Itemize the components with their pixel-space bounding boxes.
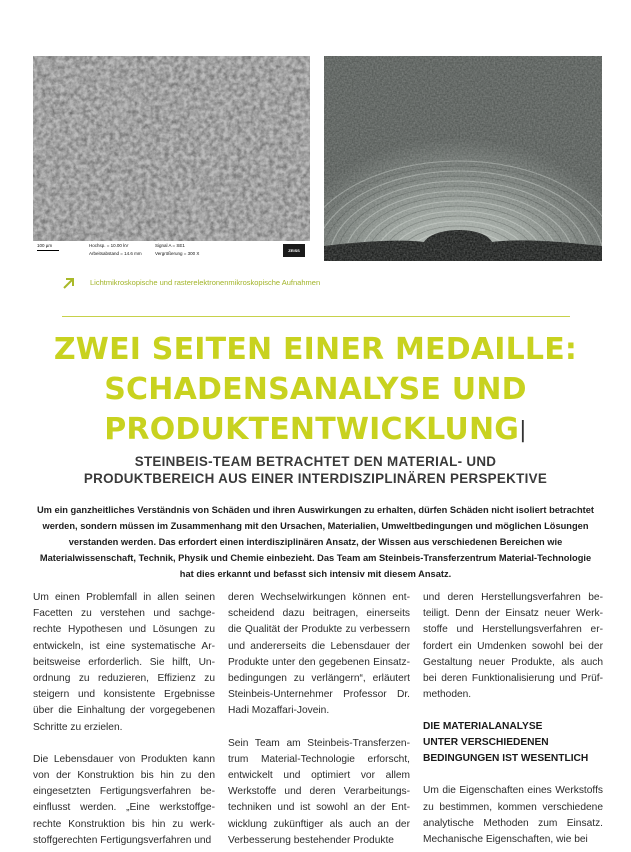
- col1-paragraph-1: Um einen Problemfall in allen seinen Facetten zu verstehen und sachgerechte Hypothesen und Lösungen zu entwickeln, ist eine systematische Arbeitsweise erforderlich. Sie hilft, Unordnung zu reduzieren, Effizienz zu steigern und konsistente Ergebnisse über die Einhaltung der vorgegebenen Schritte zu erzielen.: [33, 592, 215, 733]
- section-heading-line-1: DIE MATERIALANALYSE: [423, 721, 543, 733]
- subtitle-line-1: STEINBEIS-TEAM BETRACHTET DEN MATERIAL- UND: [134, 454, 497, 469]
- section-heading-line-2: UNTER VERSCHIEDENEN: [423, 737, 549, 749]
- subtitle-line-2: PRODUKTBEREICH AUS EINER INTERDISZIPLINÄREN PERSPEKTIVE: [83, 471, 548, 486]
- col1-paragraph-2: Die Lebensdauer von Produkten kann von der Konstruktion bis hin zu den eingesetzten Fertigungsverfahren beeinflusst werden. „Eine werkstoffgerechte Konstruktion bis hin zu werkstoffgerechten Fertigungsverfahren und: [33, 753, 215, 846]
- article-title: [40, 330, 591, 451]
- sem-scale-label: 100 µm: [37, 243, 53, 248]
- arrow-up-right-icon: [62, 276, 76, 290]
- title-line-1: ZWEI SEITEN EINER MEDAILLE:: [53, 332, 578, 367]
- sem-info-bar: [33, 241, 310, 261]
- col3-paragraph-2: Um die Eigenschaften eines Werkstoffs zu bestimmen, kommen verschiedene analytische Methoden zum Einsatz. Mechanische Eigenschaften, wie bei: [423, 785, 603, 846]
- sem-scale-bar: [37, 250, 59, 251]
- section-heading-line-3: BEDINGUNGEN IST WESENTLICH: [423, 753, 589, 765]
- article-subtitle: [40, 453, 591, 487]
- sem-meta-signal: Signal A = SE1: [155, 243, 185, 248]
- title-line-3: PRODUKTENTWICKLUNG: [104, 412, 520, 447]
- fracture-texture: [324, 56, 602, 261]
- divider-line: [62, 316, 570, 317]
- sem-micrograph: [33, 56, 310, 261]
- col3-paragraph-1: und deren Herstellungsverfahren beteiligt. Denn der Einsatz neuer Werkstoffe und Herstellungsverfahren erfordert ein Umdenken sowohl bei der Gestaltung neuer Produkte, als auch bei deren Funktionalisierung und Prüfmethoden.: [423, 592, 603, 701]
- body-column-3: [423, 590, 603, 852]
- body-column-2: [228, 590, 410, 852]
- sem-texture: [33, 56, 310, 241]
- sem-meta-magnification: Vergrößerung = 300 X: [155, 251, 200, 256]
- section-heading: [423, 719, 603, 767]
- text-cursor: |: [519, 418, 527, 443]
- col2-paragraph-2: Sein Team am Steinbeis-Transferzentrum Material-Technologie erforscht, entwickelt und optimiert vor allem Werkstoffe und deren Verarbeitungstechniken und ist sowohl an der Entwicklung zukünftiger als auch an der Verbesserung bestehender Produkte: [228, 737, 410, 846]
- col2-paragraph-1: deren Wechselwirkungen können entscheidend dazu beitragen, einerseits die Qualität der Produkte zu verbessern und andererseits die Lebensdauer der Produkte unter den gegebenen Einsatzbedingungen zu verlängern“, erläutert Steinbeis-Unternehmer Professor Dr. Hadi Mozaffari-Jovein.: [228, 592, 410, 717]
- intro-paragraph: Um ein ganzheitliches Verständnis von Schäden und ihren Auswirkungen zu erhalten, dürfen Schäden nicht isoliert betrachtet werden, sondern müssen im Zusammenhang mit den Ursachen, Materialien, Umweltbedingungen und möglichen Lösungen verstanden werden. Das erfordert einen interdisziplinären Ansatz, der Wissen aus verschiedenen Bereichen wie Materialwissenschaft, Technik, Physik und Chemie einbezieht. Das Team am Steinbeis-Transferzentrum Material-Technologie hat dies erkannt und befasst sich intensiv mit diesem Ansatz.: [36, 505, 595, 579]
- body-column-1: [33, 590, 215, 852]
- fracture-micrograph: [324, 56, 602, 261]
- sem-meta-voltage: Hochsp. = 10.00 kV: [89, 243, 129, 248]
- caption-text: Lichtmikroskopische und rasterelektronenmikroskopische Aufnahmen: [90, 278, 321, 287]
- sem-meta-distance: Arbeitsabstand = 14.6 mm: [89, 251, 142, 256]
- zeiss-logo: ZEISS: [283, 244, 305, 257]
- title-line-2: SCHADENSANALYSE UND: [104, 372, 527, 407]
